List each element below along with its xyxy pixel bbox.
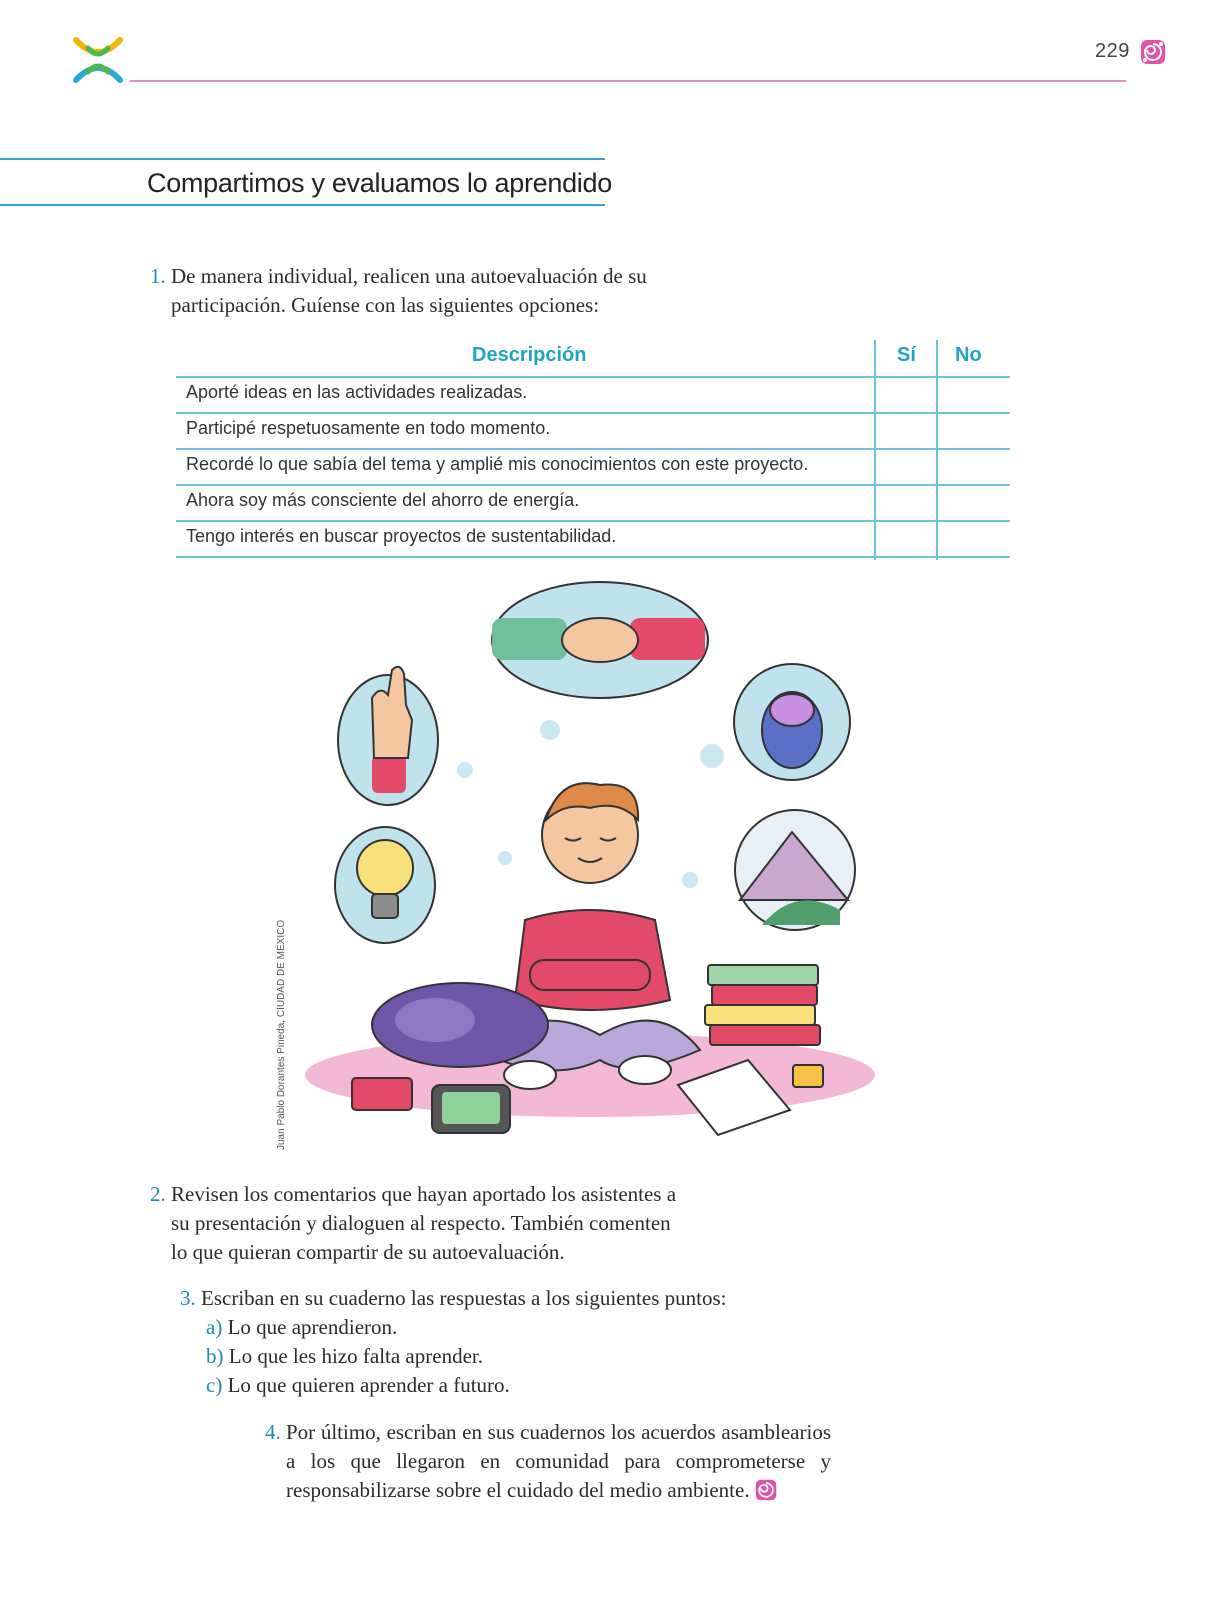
list-item bbox=[206, 1371, 820, 1400]
item-text: De manera individual, realicen una autoevaluación de su participación. Guíense con las siguientes opciones: bbox=[171, 264, 647, 317]
tablet-icon bbox=[432, 1085, 510, 1133]
table-row bbox=[176, 376, 1010, 414]
row-description: Aporté ideas en las actividades realizadas. bbox=[186, 382, 528, 402]
subitem-text: Lo que aprendieron. bbox=[227, 1315, 398, 1339]
page-number: 229 bbox=[1095, 40, 1130, 62]
item-text: Por último, escriban en sus cuadernos los acuerdos asamblearios a los que llegaron en comunidad para comprometerse y responsabilizarse sobre el cuidado del medio ambiente. bbox=[286, 1420, 831, 1502]
mountain-bubble-icon bbox=[735, 810, 855, 930]
title-rule-bottom bbox=[0, 204, 605, 206]
row-description: Tengo interés en buscar proyectos de sustentabilidad. bbox=[186, 526, 617, 546]
subitem-letter: b) bbox=[206, 1344, 224, 1368]
header-rule bbox=[130, 80, 1126, 82]
spiral-glyph-icon bbox=[754, 1478, 778, 1502]
header-no: No bbox=[955, 344, 982, 366]
header-yes: Sí bbox=[897, 344, 916, 366]
section-title: Compartimos y evaluamos lo aprendido bbox=[147, 168, 612, 198]
item-number: 4. bbox=[265, 1420, 281, 1444]
row-description: Ahora soy más consciente del ahorro de energía. bbox=[186, 490, 580, 510]
row-description: Recordé lo que sabía del tema y amplié mis conocimientos con este proyecto. bbox=[186, 454, 809, 474]
header-description: Descripción bbox=[472, 344, 587, 366]
spiral-glyph-icon bbox=[1139, 38, 1167, 66]
table-header-row bbox=[176, 340, 1010, 378]
subitem-letter: a) bbox=[206, 1315, 223, 1339]
list-item bbox=[206, 1313, 820, 1342]
notebook-icon bbox=[352, 1078, 412, 1110]
item-number: 1. bbox=[150, 264, 166, 288]
lightbulb-bubble-icon bbox=[335, 827, 435, 943]
activity-item-1 bbox=[150, 262, 710, 320]
subitem-text: Lo que quieren aprender a futuro. bbox=[227, 1373, 510, 1397]
table-row bbox=[176, 412, 1010, 450]
table-row bbox=[176, 484, 1010, 522]
item-text-wrap bbox=[286, 1418, 831, 1505]
activity-item-4 bbox=[265, 1418, 845, 1505]
table-row bbox=[176, 520, 1010, 558]
handshake-bubble-icon bbox=[492, 582, 708, 698]
credit-text: Juan Pablo Dorantes Pineda, CIUDAD DE MÉXICO bbox=[276, 919, 287, 1150]
subitem-letter: c) bbox=[206, 1373, 223, 1397]
item-number: 3. bbox=[180, 1286, 196, 1310]
table-row bbox=[176, 448, 1010, 486]
reflection-illustration bbox=[300, 580, 900, 1155]
books-stack-icon bbox=[705, 965, 820, 1045]
raised-hand-bubble-icon bbox=[338, 667, 438, 805]
brain-head-bubble-icon bbox=[734, 664, 850, 780]
item-text: Revisen los comentarios que hayan aportado los asistentes a su presentación y dialoguen al respecto. También comenten lo que quieran compartir de su autoevaluación. bbox=[171, 1182, 677, 1264]
item-text: Escriban en su cuaderno las respuestas a los siguientes puntos: bbox=[201, 1286, 727, 1310]
backpack-icon bbox=[372, 983, 548, 1067]
subitem-text: Lo que les hizo falta aprender. bbox=[228, 1344, 483, 1368]
item-number: 2. bbox=[150, 1182, 166, 1206]
title-rule-top bbox=[0, 158, 605, 160]
illustration-credit bbox=[272, 919, 302, 1150]
activity-item-2 bbox=[150, 1180, 710, 1267]
list-item bbox=[206, 1342, 820, 1371]
program-logo-icon bbox=[70, 34, 126, 86]
row-description: Participé respetuosamente en todo momento. bbox=[186, 418, 551, 438]
activity-item-3 bbox=[180, 1284, 820, 1400]
